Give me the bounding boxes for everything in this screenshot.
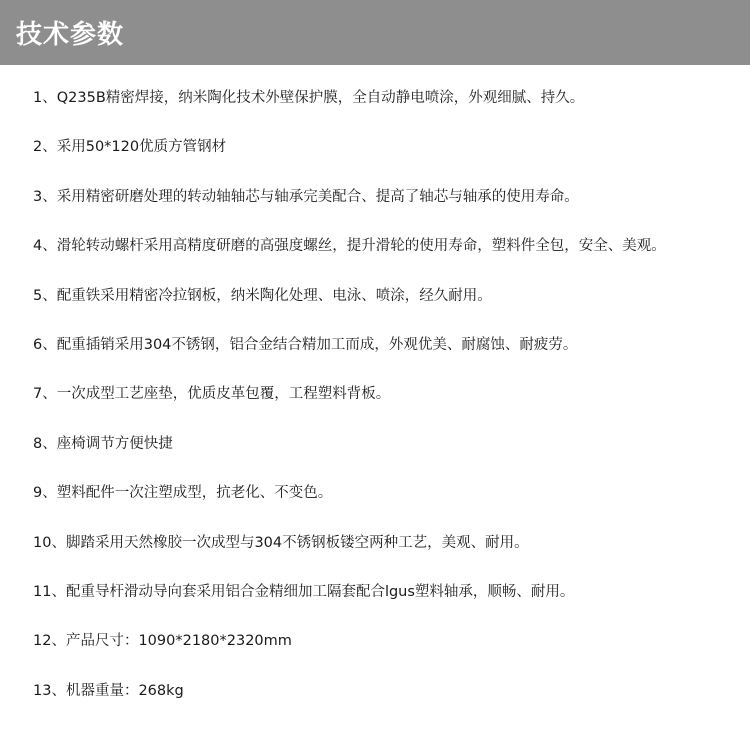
spec-text: Q235B精密焊接，纳米陶化技术外壁保护膜，全自动静电喷涂，外观细腻、持久。 — [56, 90, 585, 106]
spec-number: 13、 — [33, 682, 66, 699]
spec-number: 8、 — [33, 435, 57, 452]
spec-number: 7、 — [33, 386, 57, 403]
spec-list — [33, 83, 733, 725]
spec-text: 塑料配件一次注塑成型，抗老化、不变色。 — [56, 485, 333, 502]
spec-text: 配重铁采用精密冷拉钢板，纳米陶化处理、电泳、喷涂，经久耐用。 — [56, 287, 492, 304]
spec-number: 12、 — [33, 633, 66, 650]
page-title: 技术参数 — [16, 20, 125, 50]
spec-item-4 — [33, 231, 733, 280]
spec-text: 产品尺寸：1090*2180*2320mm — [65, 633, 292, 650]
spec-item-7 — [33, 379, 733, 428]
spec-number: 9、 — [33, 485, 57, 502]
spec-number: 4、 — [33, 238, 57, 255]
spec-item-1 — [33, 83, 733, 132]
spec-text: 一次成型工艺座垫，优质皮革包覆，工程塑料背板。 — [56, 386, 391, 403]
spec-item-2 — [33, 132, 733, 181]
spec-item-3 — [33, 182, 733, 231]
spec-text: 采用50*120优质方管钢材 — [56, 139, 227, 156]
spec-item-9 — [33, 478, 733, 527]
spec-item-6 — [33, 330, 733, 379]
spec-number: 2、 — [33, 139, 57, 156]
header-bar — [0, 0, 750, 65]
spec-number: 5、 — [33, 287, 57, 304]
spec-item-8 — [33, 429, 733, 478]
spec-item-10 — [33, 528, 733, 577]
spec-text: 脚踏采用天然橡胶一次成型与304不锈钢板镂空两种工艺，美观、耐用。 — [65, 534, 529, 551]
spec-text: 机器重量：268kg — [65, 682, 184, 699]
spec-number: 11、 — [33, 583, 66, 600]
spec-text: 采用精密研磨处理的转动轴轴芯与轴承完美配合、提高了轴芯与轴承的使用寿命。 — [56, 188, 579, 205]
spec-text: 配重插销采用304不锈钢，铝合金结合精加工而成，外观优美、耐腐蚀、耐疲劳。 — [56, 336, 578, 353]
spec-text: 滑轮转动螺杆采用高精度研磨的高强度螺丝，提升滑轮的使用寿命，塑料件全包，安全、美观。 — [56, 238, 666, 255]
spec-item-12 — [33, 626, 733, 675]
spec-number: 6、 — [33, 336, 57, 353]
spec-number: 10、 — [33, 534, 66, 551]
spec-text: 配重导杆滑动导向套采用铝合金精细加工隔套配合lgus塑料轴承，顺畅、耐用。 — [65, 583, 575, 600]
spec-number: 3、 — [33, 188, 57, 205]
spec-item-5 — [33, 281, 733, 330]
spec-item-13 — [33, 676, 733, 725]
spec-number: 1、 — [33, 90, 57, 106]
spec-text: 座椅调节方便快捷 — [56, 435, 173, 452]
spec-item-11 — [33, 577, 733, 626]
